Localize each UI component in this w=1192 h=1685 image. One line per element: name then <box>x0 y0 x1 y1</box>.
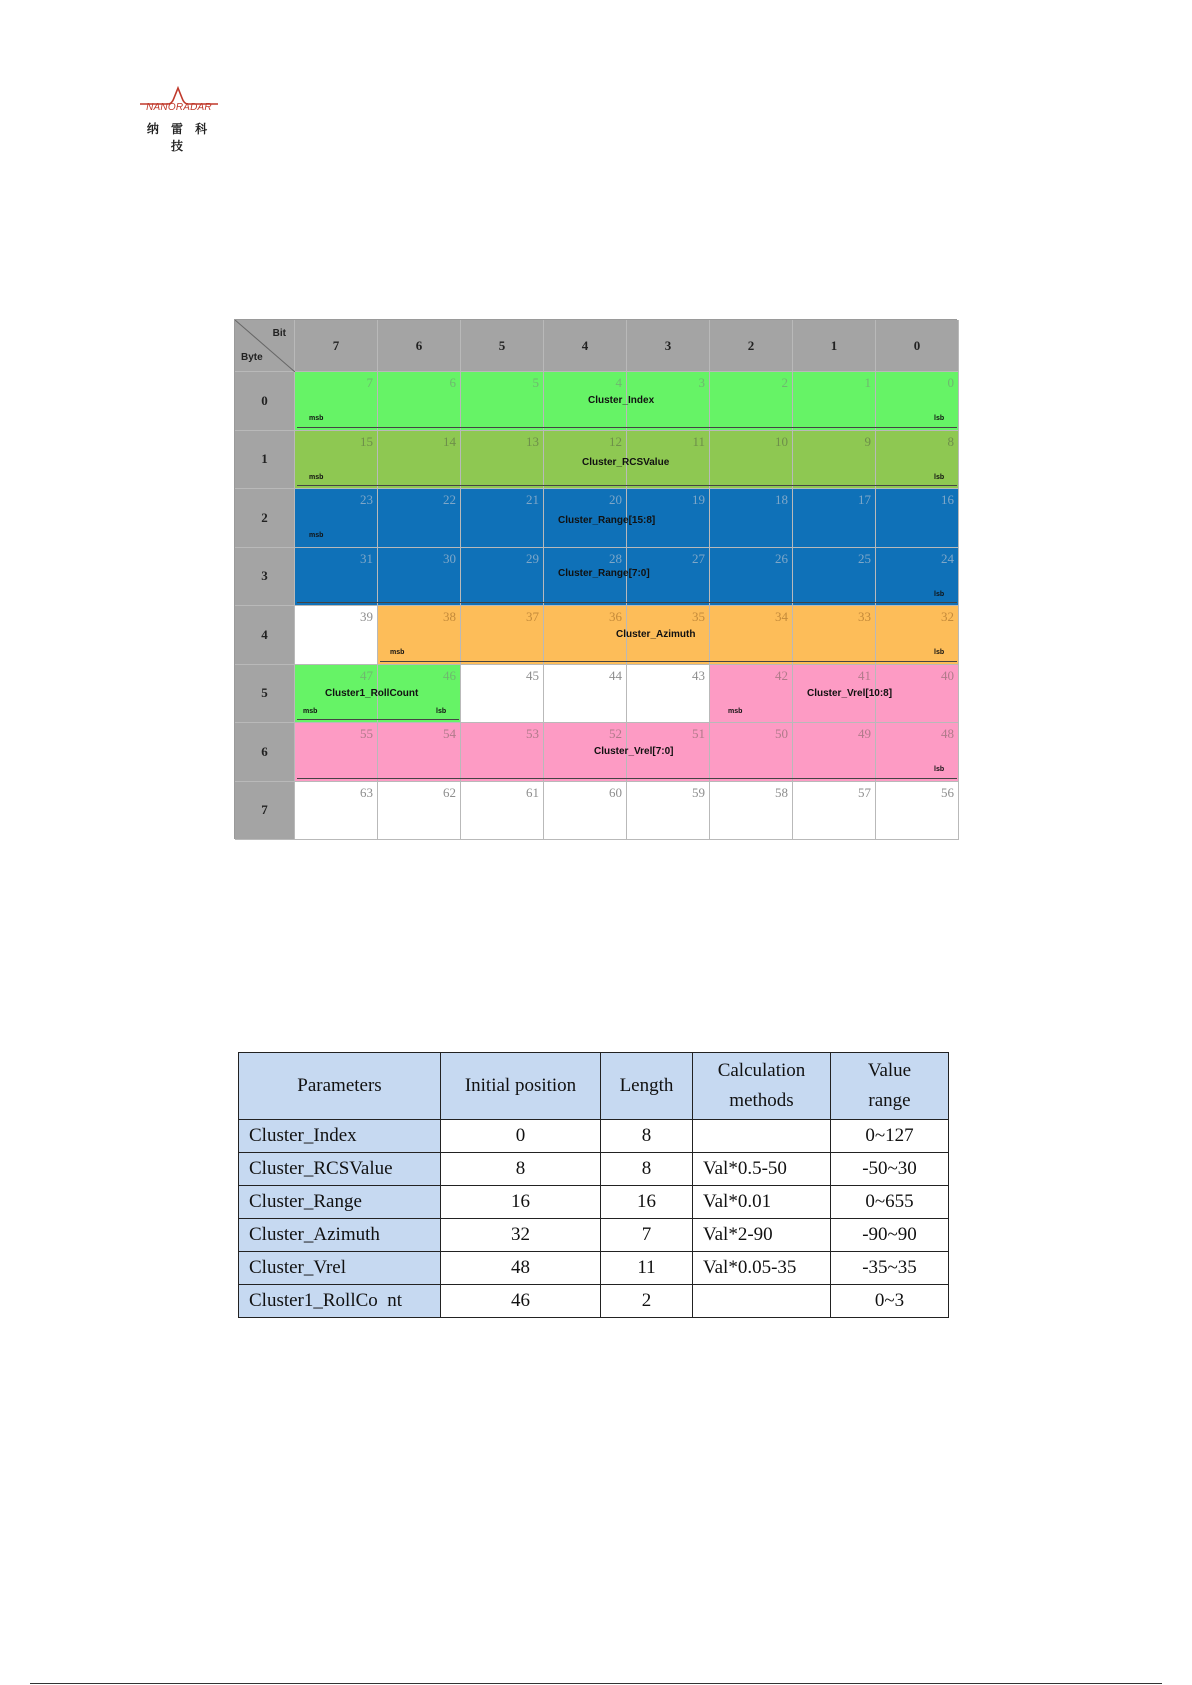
bit-number: 27 <box>692 550 705 566</box>
bit-cell-18 <box>710 489 793 548</box>
bit-number: 2 <box>781 375 788 390</box>
bit-number: 44 <box>609 667 622 683</box>
bit-number: 58 <box>775 784 788 800</box>
bit-header-label: 5 <box>498 337 506 353</box>
bit-number: 3 <box>698 375 705 390</box>
grid-corner-cell <box>235 320 295 372</box>
bit-number: 45 <box>526 667 539 683</box>
bit-cell-33 <box>793 606 876 665</box>
msb-tag: msb <box>390 649 405 656</box>
bit-number: 4 <box>615 375 622 390</box>
param-calc <box>693 1285 831 1318</box>
bit-number: 8 <box>947 433 954 449</box>
parameter-table <box>238 1052 949 1318</box>
bit-number: 25 <box>858 550 871 566</box>
bit-number: 26 <box>775 550 788 566</box>
bit-number: 61 <box>526 784 539 800</box>
signal-span-bar <box>380 661 957 662</box>
bit-cell-1 <box>793 372 876 431</box>
param-start: 8 <box>441 1153 601 1186</box>
byte-header-6 <box>235 723 295 782</box>
bit-cell-16 <box>876 489 959 548</box>
header-initial-position: Initial position <box>441 1053 601 1120</box>
header-parameters: Parameters <box>239 1053 441 1120</box>
bit-number: 6 <box>449 375 456 390</box>
param-range: 0~3 <box>831 1285 949 1318</box>
bit-cell-7 <box>295 372 378 431</box>
bit-cell-59 <box>627 782 710 841</box>
bit-cell-55 <box>295 723 378 782</box>
param-name: Cluster_Vrel <box>239 1252 441 1285</box>
byte-header-label: 7 <box>261 802 268 818</box>
bit-cell-54 <box>378 723 461 782</box>
bit-number: 22 <box>443 492 456 507</box>
bit-header-7 <box>295 320 378 372</box>
bit-header-6 <box>378 320 461 372</box>
company-logo <box>138 86 220 153</box>
bit-cell-43 <box>627 665 710 724</box>
bit-number: 9 <box>864 433 871 449</box>
logo-english-text: NANORADAR <box>146 102 212 113</box>
header-calc-line2: methods <box>729 1090 794 1111</box>
bit-cell-14 <box>378 431 461 490</box>
bit-header-label: 0 <box>913 337 921 353</box>
param-calc <box>693 1120 831 1153</box>
byte-header-label: 0 <box>261 392 268 408</box>
bit-cell-36 <box>544 606 627 665</box>
header-calc-line1: Calculation <box>717 1060 806 1081</box>
signal-label-cluster-vrel-lo: Cluster_Vrel[7:0] <box>594 746 674 757</box>
bit-cell-50 <box>710 723 793 782</box>
bit-cell-26 <box>710 548 793 607</box>
header-value-range <box>831 1053 949 1120</box>
table-row <box>239 1285 949 1318</box>
bit-cell-2 <box>710 372 793 431</box>
bit-number: 53 <box>526 726 539 741</box>
bit-number: 36 <box>609 609 622 624</box>
msb-tag: msb <box>309 415 324 422</box>
header-length: Length <box>601 1053 693 1120</box>
param-calc: Val*0.01 <box>693 1186 831 1219</box>
bit-header-label: 2 <box>747 337 755 353</box>
bit-number: 1 <box>864 375 871 390</box>
table-row <box>239 1120 949 1153</box>
bit-number: 41 <box>858 667 871 683</box>
bit-cell-24 <box>876 548 959 607</box>
param-length: 8 <box>601 1120 693 1153</box>
bit-number: 19 <box>692 492 705 507</box>
bit-cell-29 <box>461 548 544 607</box>
corner-bit-label: Bit <box>272 328 286 339</box>
param-range: -90~90 <box>831 1219 949 1252</box>
bit-cell-32 <box>876 606 959 665</box>
bit-cell-13 <box>461 431 544 490</box>
msb-tag: msb <box>728 707 743 715</box>
bit-cell-10 <box>710 431 793 490</box>
param-length: 2 <box>601 1285 693 1318</box>
bit-number: 12 <box>609 433 622 449</box>
bit-cell-60 <box>544 782 627 841</box>
header-calculation-methods <box>693 1053 831 1120</box>
byte-header-4 <box>235 606 295 665</box>
bit-header-0 <box>876 320 959 372</box>
byte-header-5 <box>235 665 295 724</box>
lsb-tag: lsb <box>436 707 447 715</box>
bit-number: 10 <box>775 433 788 449</box>
bit-number: 24 <box>941 550 954 566</box>
byte-header-label: 4 <box>261 626 268 642</box>
bit-number: 16 <box>941 492 954 507</box>
param-calc: Val*0.05-35 <box>693 1252 831 1285</box>
signal-label-cluster-azimuth: Cluster_Azimuth <box>616 629 696 640</box>
msb-tag: msb <box>303 707 318 715</box>
param-name: Cluster_Index <box>239 1120 441 1153</box>
bit-cell-34 <box>710 606 793 665</box>
param-range: 0~655 <box>831 1186 949 1219</box>
bit-header-3 <box>627 320 710 372</box>
bit-cell-37 <box>461 606 544 665</box>
bit-header-label: 6 <box>415 337 423 353</box>
lsb-tag: lsb <box>934 415 945 422</box>
bit-cell-17 <box>793 489 876 548</box>
bit-header-label: 7 <box>332 337 340 353</box>
bit-cell-56 <box>876 782 959 841</box>
lsb-tag: lsb <box>934 473 945 481</box>
corner-byte-label: Byte <box>241 352 263 363</box>
bit-number: 43 <box>692 667 705 683</box>
bit-number: 39 <box>360 609 373 624</box>
bit-header-5 <box>461 320 544 372</box>
bit-number: 32 <box>941 609 954 624</box>
bit-cell-39 <box>295 606 378 665</box>
byte-header-label: 6 <box>261 743 268 759</box>
param-length: 16 <box>601 1186 693 1219</box>
param-name: Cluster1_RollCo nt <box>239 1285 441 1318</box>
lsb-tag: lsb <box>934 649 945 656</box>
table-row <box>239 1252 949 1285</box>
table-row <box>239 1153 949 1186</box>
diagonal-line <box>235 320 295 372</box>
bit-number: 33 <box>858 609 871 624</box>
bit-header-label: 3 <box>664 337 672 353</box>
param-start: 32 <box>441 1219 601 1252</box>
bit-number: 0 <box>947 375 954 390</box>
bit-number: 35 <box>692 609 705 624</box>
signal-span-bar <box>297 602 957 603</box>
bit-number: 62 <box>443 784 456 800</box>
logo-chinese-text: 纳 雷 科 技 <box>146 122 212 153</box>
bit-cell-48 <box>876 723 959 782</box>
bit-cell-15 <box>295 431 378 490</box>
table-header-row <box>239 1053 949 1120</box>
msb-tag: msb <box>309 532 324 539</box>
byte-header-1 <box>235 431 295 490</box>
signal-span-bar <box>297 427 957 428</box>
bit-cell-44 <box>544 665 627 724</box>
bit-cell-42 <box>710 665 793 724</box>
bit-header-4 <box>544 320 627 372</box>
bit-cell-58 <box>710 782 793 841</box>
bit-cell-8 <box>876 431 959 490</box>
bit-cell-53 <box>461 723 544 782</box>
byte-header-label: 1 <box>261 451 268 467</box>
bit-cell-6 <box>378 372 461 431</box>
bit-number: 14 <box>443 433 456 449</box>
bit-header-label: 4 <box>581 337 589 353</box>
bit-number: 34 <box>775 609 788 624</box>
bit-cell-23 <box>295 489 378 548</box>
param-name: Cluster_Range <box>239 1186 441 1219</box>
bit-number: 20 <box>609 492 622 507</box>
bit-cell-22 <box>378 489 461 548</box>
param-range: -35~35 <box>831 1252 949 1285</box>
signal-label-cluster-index: Cluster_Index <box>588 395 655 406</box>
param-calc: Val*0.5-50 <box>693 1153 831 1186</box>
bit-number: 52 <box>609 726 622 741</box>
signal-span-bar <box>297 778 957 779</box>
bit-number: 42 <box>775 667 788 683</box>
bit-number: 40 <box>941 667 954 683</box>
signal-span-bar <box>297 485 957 486</box>
table-row <box>239 1186 949 1219</box>
param-length: 7 <box>601 1219 693 1252</box>
param-length: 8 <box>601 1153 693 1186</box>
bit-number: 50 <box>775 726 788 741</box>
bit-number: 31 <box>360 550 373 566</box>
bit-cell-45 <box>461 665 544 724</box>
bit-number: 21 <box>526 492 539 507</box>
bit-number: 38 <box>443 609 456 624</box>
param-name: Cluster_Azimuth <box>239 1219 441 1252</box>
bit-number: 54 <box>443 726 456 741</box>
bit-number: 55 <box>360 726 373 741</box>
bit-number: 37 <box>526 609 539 624</box>
bit-cell-63 <box>295 782 378 841</box>
byte-header-3 <box>235 548 295 607</box>
bit-number: 59 <box>692 784 705 800</box>
bit-number: 18 <box>775 492 788 507</box>
byte-header-label: 3 <box>261 568 268 584</box>
signal-label-cluster1-rollcount: Cluster1_RollCount <box>325 687 419 699</box>
param-start: 46 <box>441 1285 601 1318</box>
signal-label-cluster-range-lo: Cluster_Range[7:0] <box>558 567 650 579</box>
bit-number: 28 <box>609 550 622 566</box>
param-start: 0 <box>441 1120 601 1153</box>
bit-cell-21 <box>461 489 544 548</box>
bit-cell-30 <box>378 548 461 607</box>
byte-header-2 <box>235 489 295 548</box>
byte-header-label: 5 <box>261 685 268 701</box>
bit-cell-9 <box>793 431 876 490</box>
signal-label-cluster-vrel-hi: Cluster_Vrel[10:8] <box>807 687 893 699</box>
param-length: 11 <box>601 1252 693 1285</box>
table-row <box>239 1219 949 1252</box>
bit-number: 23 <box>360 492 373 507</box>
bit-number: 29 <box>526 550 539 566</box>
bit-number: 11 <box>692 433 705 449</box>
bit-number: 51 <box>692 726 705 741</box>
bit-number: 30 <box>443 550 456 566</box>
bit-number: 60 <box>609 784 622 800</box>
bit-cell-5 <box>461 372 544 431</box>
bit-cell-25 <box>793 548 876 607</box>
bit-number: 46 <box>443 667 456 683</box>
msb-tag: msb <box>309 473 324 481</box>
bit-number: 5 <box>532 375 539 390</box>
bit-number: 48 <box>941 726 954 741</box>
footer-divider <box>30 1683 1162 1684</box>
bit-number: 7 <box>366 375 373 390</box>
bit-header-1 <box>793 320 876 372</box>
byte-header-0 <box>235 372 295 431</box>
bit-header-2 <box>710 320 793 372</box>
bit-number: 49 <box>858 726 871 741</box>
param-name: Cluster_RCSValue <box>239 1153 441 1186</box>
header-range-line2: range <box>868 1090 911 1111</box>
bit-number: 15 <box>360 433 373 449</box>
byte-header-label: 2 <box>261 509 268 525</box>
signal-label-cluster-range-hi: Cluster_Range[15:8] <box>558 515 656 526</box>
signal-label-cluster-rcsvalue: Cluster_RCSValue <box>582 456 670 468</box>
bit-header-label: 1 <box>830 337 838 353</box>
bit-cell-0 <box>876 372 959 431</box>
param-range: 0~127 <box>831 1120 949 1153</box>
bit-number: 57 <box>858 784 871 800</box>
param-range: -50~30 <box>831 1153 949 1186</box>
lsb-tag: lsb <box>934 766 945 773</box>
bit-cell-62 <box>378 782 461 841</box>
byte-header-7 <box>235 782 295 841</box>
bit-layout-grid <box>234 319 957 839</box>
bit-number: 47 <box>360 667 373 683</box>
header-range-line1: Value <box>867 1060 912 1081</box>
param-start: 48 <box>441 1252 601 1285</box>
bit-cell-31 <box>295 548 378 607</box>
param-calc: Val*2-90 <box>693 1219 831 1252</box>
bit-number: 56 <box>941 784 954 800</box>
signal-span-bar <box>297 719 459 720</box>
bit-number: 17 <box>858 492 871 507</box>
lsb-tag: lsb <box>934 590 945 598</box>
bit-number: 13 <box>526 433 539 449</box>
bit-cell-49 <box>793 723 876 782</box>
bit-cell-57 <box>793 782 876 841</box>
bit-number: 63 <box>360 784 373 800</box>
param-start: 16 <box>441 1186 601 1219</box>
bit-cell-61 <box>461 782 544 841</box>
